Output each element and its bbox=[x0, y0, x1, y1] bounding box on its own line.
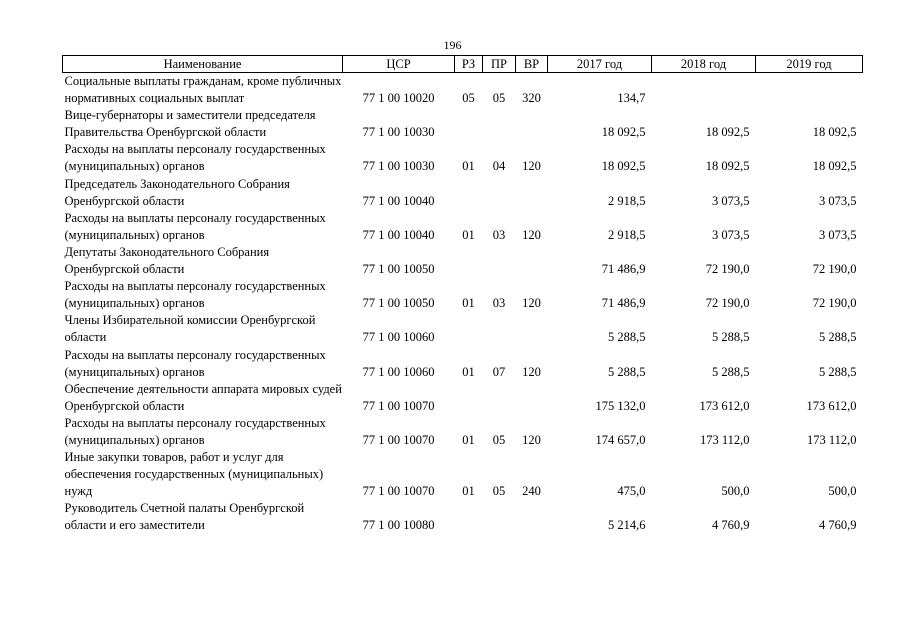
row-csr: 77 1 00 10020 bbox=[362, 91, 435, 106]
row-value-2018: 4 760,9 bbox=[712, 518, 750, 533]
row-pr: 04 bbox=[492, 159, 506, 174]
row-name: Председатель Законодательного Собрания Оренбургской области bbox=[64, 176, 290, 208]
header-2017: 2017 год bbox=[548, 56, 652, 73]
row-name: Расходы на выплаты персоналу государственных (муниципальных) органов bbox=[64, 415, 326, 447]
table-row bbox=[63, 500, 863, 534]
row-value-2017: 2 918,5 bbox=[608, 193, 646, 208]
header-row bbox=[63, 56, 863, 73]
row-rz: 01 bbox=[462, 296, 475, 311]
row-value-2017: 134,7 bbox=[617, 91, 646, 106]
row-pr: 07 bbox=[492, 364, 506, 379]
row-vr bbox=[516, 500, 548, 534]
row-value-2019: 173 112,0 bbox=[806, 432, 857, 447]
table-row bbox=[63, 449, 863, 500]
row-pr bbox=[483, 312, 516, 346]
table-row bbox=[63, 244, 863, 278]
row-name: Обеспечение деятельности аппарата мировых судей Оренбургской области bbox=[64, 381, 342, 413]
row-pr bbox=[483, 244, 516, 278]
row-value-2018: 18 092,5 bbox=[705, 125, 750, 140]
row-value-2017: 71 486,9 bbox=[601, 296, 646, 311]
row-value-2019: 18 092,5 bbox=[812, 125, 857, 140]
table-row bbox=[63, 141, 863, 175]
row-csr: 77 1 00 10060 bbox=[362, 364, 435, 379]
row-rz: 01 bbox=[462, 364, 475, 379]
row-pr bbox=[483, 500, 516, 534]
row-value-2017: 174 657,0 bbox=[595, 432, 646, 447]
table-row bbox=[63, 73, 863, 108]
row-value-2019: 4 760,9 bbox=[819, 518, 857, 533]
row-rz: 01 bbox=[462, 432, 475, 447]
row-csr: 77 1 00 10070 bbox=[362, 432, 435, 447]
row-pr: 05 bbox=[492, 432, 506, 447]
row-vr: 120 bbox=[522, 296, 541, 311]
table-body bbox=[63, 73, 863, 535]
row-value-2017: 175 132,0 bbox=[595, 398, 646, 413]
table-row bbox=[63, 381, 863, 415]
row-value-2018: 5 288,5 bbox=[712, 330, 750, 345]
header-name: Наименование bbox=[63, 56, 343, 73]
row-name: Расходы на выплаты персоналу государственных (муниципальных) органов bbox=[64, 210, 326, 242]
row-pr bbox=[483, 176, 516, 210]
row-csr: 77 1 00 10040 bbox=[362, 193, 435, 208]
row-value-2019 bbox=[756, 73, 863, 108]
budget-table bbox=[62, 55, 863, 535]
row-name: Расходы на выплаты персоналу государственных (муниципальных) органов bbox=[64, 279, 326, 311]
row-value-2017: 18 092,5 bbox=[601, 159, 646, 174]
row-pr bbox=[483, 381, 516, 415]
row-vr bbox=[516, 381, 548, 415]
row-value-2019: 5 288,5 bbox=[819, 364, 857, 379]
row-vr bbox=[516, 312, 548, 346]
row-value-2019: 5 288,5 bbox=[819, 330, 857, 345]
row-pr: 03 bbox=[492, 296, 506, 311]
row-name: Социальные выплаты гражданам, кроме публичных нормативных социальных выплат bbox=[64, 74, 342, 106]
row-csr: 77 1 00 10070 bbox=[362, 398, 435, 413]
row-value-2018: 173 612,0 bbox=[699, 398, 750, 413]
row-value-2019: 72 190,0 bbox=[812, 262, 857, 277]
row-pr bbox=[483, 107, 516, 141]
table-row bbox=[63, 347, 863, 381]
row-pr: 05 bbox=[492, 91, 506, 106]
header-2019: 2019 год bbox=[756, 56, 863, 73]
row-value-2019: 173 612,0 bbox=[806, 398, 857, 413]
row-rz bbox=[455, 244, 483, 278]
table-row bbox=[63, 176, 863, 210]
row-csr: 77 1 00 10050 bbox=[362, 296, 435, 311]
row-value-2017: 18 092,5 bbox=[601, 125, 646, 140]
page-number: 196 bbox=[443, 38, 462, 52]
row-vr: 240 bbox=[522, 484, 541, 499]
header-rz: РЗ bbox=[455, 56, 483, 73]
row-vr: 120 bbox=[522, 159, 541, 174]
row-value-2019: 3 073,5 bbox=[819, 227, 857, 242]
row-rz: 01 bbox=[462, 159, 475, 174]
row-name: Члены Избирательной комиссии Оренбургской области bbox=[64, 313, 316, 345]
row-value-2019: 3 073,5 bbox=[819, 193, 857, 208]
row-value-2018 bbox=[652, 73, 756, 108]
row-rz: 01 bbox=[462, 484, 475, 499]
table-row bbox=[63, 312, 863, 346]
table-row bbox=[63, 278, 863, 312]
row-csr: 77 1 00 10060 bbox=[362, 330, 435, 345]
row-vr bbox=[516, 244, 548, 278]
header-vr: ВР bbox=[516, 56, 548, 73]
row-vr bbox=[516, 107, 548, 141]
row-value-2018: 5 288,5 bbox=[712, 364, 750, 379]
row-vr: 120 bbox=[522, 364, 541, 379]
row-rz bbox=[455, 381, 483, 415]
row-name: Руководитель Счетной палаты Оренбургской области и его заместители bbox=[64, 501, 305, 533]
row-csr: 77 1 00 10070 bbox=[362, 484, 435, 499]
row-pr: 05 bbox=[492, 484, 506, 499]
row-rz bbox=[455, 176, 483, 210]
row-vr: 320 bbox=[522, 91, 541, 106]
row-value-2019: 72 190,0 bbox=[812, 296, 857, 311]
row-value-2018: 3 073,5 bbox=[712, 227, 750, 242]
row-rz bbox=[455, 107, 483, 141]
row-value-2017: 5 214,6 bbox=[608, 518, 646, 533]
row-vr: 120 bbox=[522, 227, 541, 242]
row-value-2017: 71 486,9 bbox=[601, 262, 646, 277]
header-2018: 2018 год bbox=[652, 56, 756, 73]
row-rz bbox=[455, 500, 483, 534]
table-row bbox=[63, 107, 863, 141]
header-pr: ПР bbox=[483, 56, 516, 73]
row-value-2018: 500,0 bbox=[721, 484, 750, 499]
row-value-2017: 5 288,5 bbox=[608, 364, 646, 379]
row-rz: 01 bbox=[462, 227, 475, 242]
row-value-2018: 72 190,0 bbox=[705, 262, 750, 277]
row-pr: 03 bbox=[492, 227, 506, 242]
row-csr: 77 1 00 10080 bbox=[362, 518, 435, 533]
row-value-2018: 3 073,5 bbox=[712, 193, 750, 208]
row-name: Вице-губернаторы и заместители председателя Правительства Оренбургской области bbox=[64, 108, 316, 140]
row-name: Расходы на выплаты персоналу государственных (муниципальных) органов bbox=[64, 347, 326, 379]
row-value-2019: 18 092,5 bbox=[812, 159, 857, 174]
table-row bbox=[63, 210, 863, 244]
row-value-2017: 2 918,5 bbox=[608, 227, 646, 242]
row-name: Депутаты Законодательного Собрания Оренбургской области bbox=[64, 244, 270, 277]
row-value-2018: 173 112,0 bbox=[699, 432, 750, 447]
row-csr: 77 1 00 10050 bbox=[362, 262, 435, 277]
row-csr: 77 1 00 10030 bbox=[362, 159, 435, 174]
row-value-2017: 5 288,5 bbox=[608, 330, 646, 345]
row-value-2018: 18 092,5 bbox=[705, 159, 750, 174]
row-vr bbox=[516, 176, 548, 210]
row-vr: 120 bbox=[522, 432, 541, 447]
table-row bbox=[63, 415, 863, 449]
row-csr: 77 1 00 10040 bbox=[362, 227, 435, 242]
row-rz bbox=[455, 312, 483, 346]
header-csr: ЦСР bbox=[343, 56, 455, 73]
row-rz: 05 bbox=[462, 91, 475, 106]
row-name: Расходы на выплаты персоналу государственных (муниципальных) органов bbox=[64, 142, 326, 174]
row-value-2019: 500,0 bbox=[828, 484, 857, 499]
row-name: Иные закупки товаров, работ и услуг для обеспечения государственных (муниципальных) нужд bbox=[64, 450, 324, 499]
row-value-2018: 72 190,0 bbox=[705, 296, 750, 311]
row-value-2017: 475,0 bbox=[617, 484, 646, 499]
row-csr: 77 1 00 10030 bbox=[362, 125, 435, 140]
